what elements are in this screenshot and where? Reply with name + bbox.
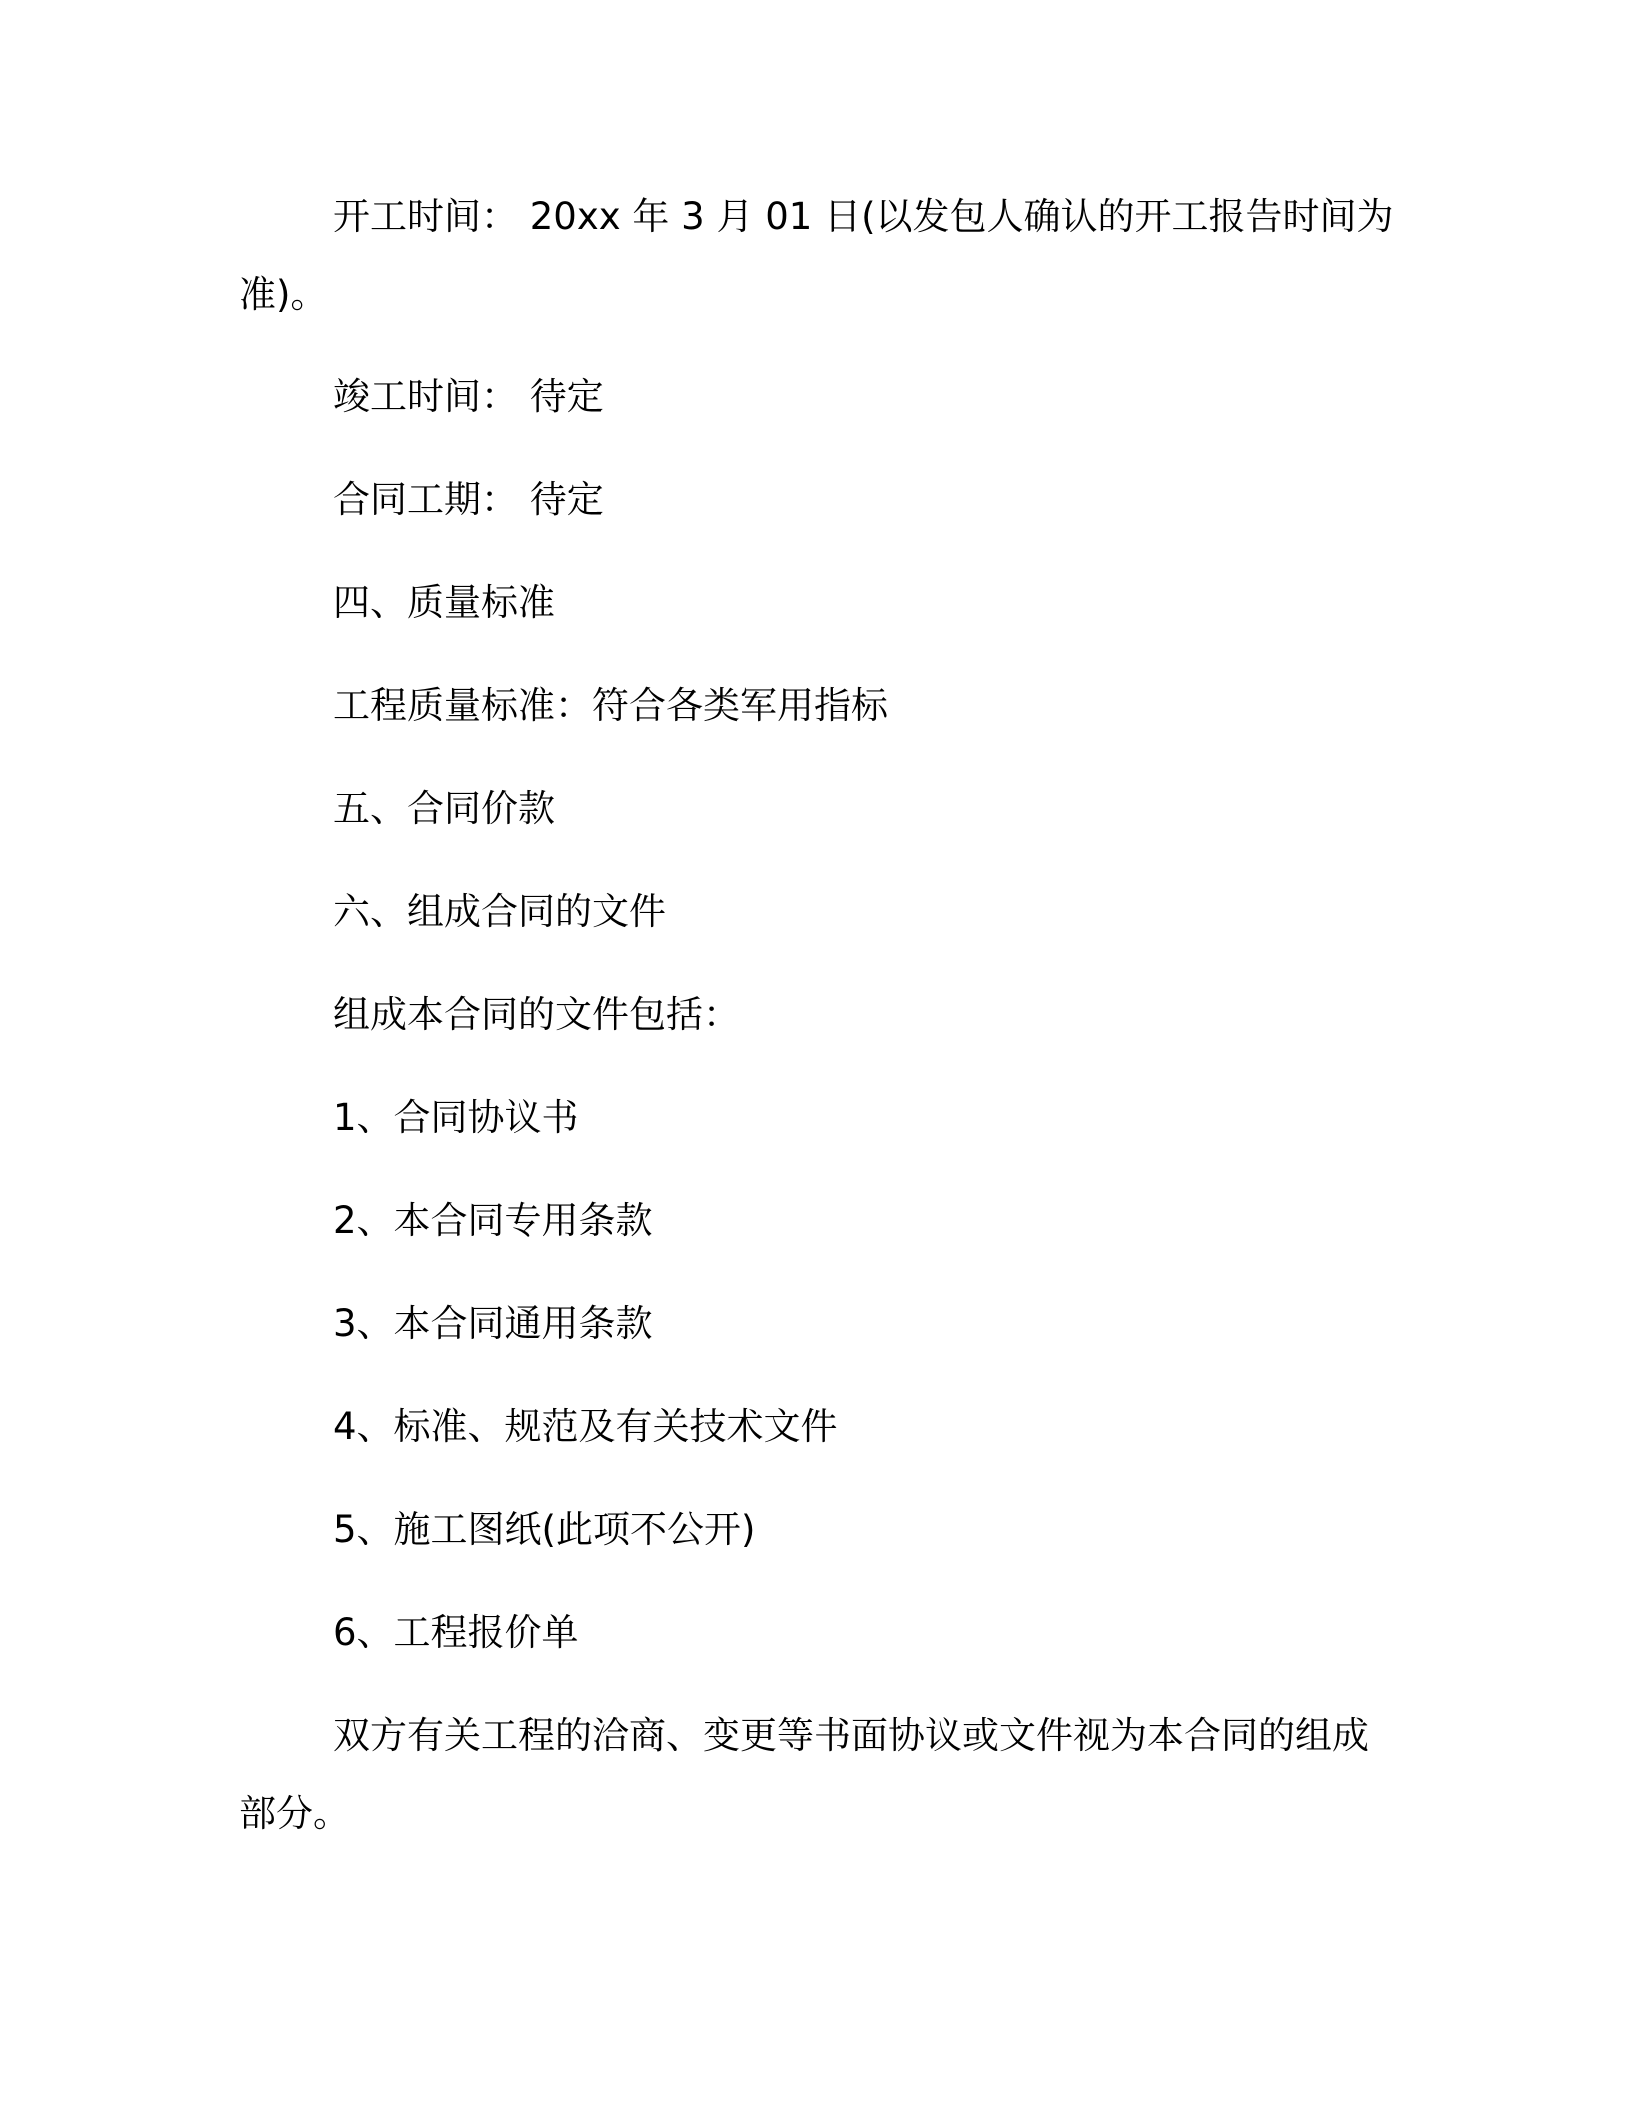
list-item: 3、本合同通用条款: [333, 1302, 653, 1345]
completion-time-line: 竣工时间： 待定: [333, 375, 604, 418]
closing-paragraph-line: 双方有关工程的洽商、变更等书面协议或文件视为本合同的组成: [333, 1714, 1369, 1757]
section-heading-price: 五、合同价款: [333, 787, 555, 830]
section-heading-quality: 四、质量标准: [333, 581, 555, 624]
start-time-line-continued: 准)。: [239, 273, 328, 316]
start-time-line: 开工时间： 20xx 年 3 月 01 日(以发包人确认的开工报告时间为: [333, 195, 1394, 238]
list-item: 1、合同协议书: [333, 1096, 579, 1139]
closing-paragraph-line-continued: 部分。: [239, 1792, 350, 1835]
list-item: 6、工程报价单: [333, 1611, 579, 1654]
contract-period-line: 合同工期： 待定: [333, 478, 604, 521]
list-item: 2、本合同专用条款: [333, 1199, 653, 1242]
list-item: 4、标准、规范及有关技术文件: [333, 1405, 838, 1448]
section-heading-documents: 六、组成合同的文件: [333, 890, 666, 933]
quality-standard-line: 工程质量标准：符合各类军用指标: [333, 684, 888, 727]
list-item: 5、施工图纸(此项不公开): [333, 1508, 756, 1551]
documents-intro-line: 组成本合同的文件包括：: [333, 993, 740, 1036]
